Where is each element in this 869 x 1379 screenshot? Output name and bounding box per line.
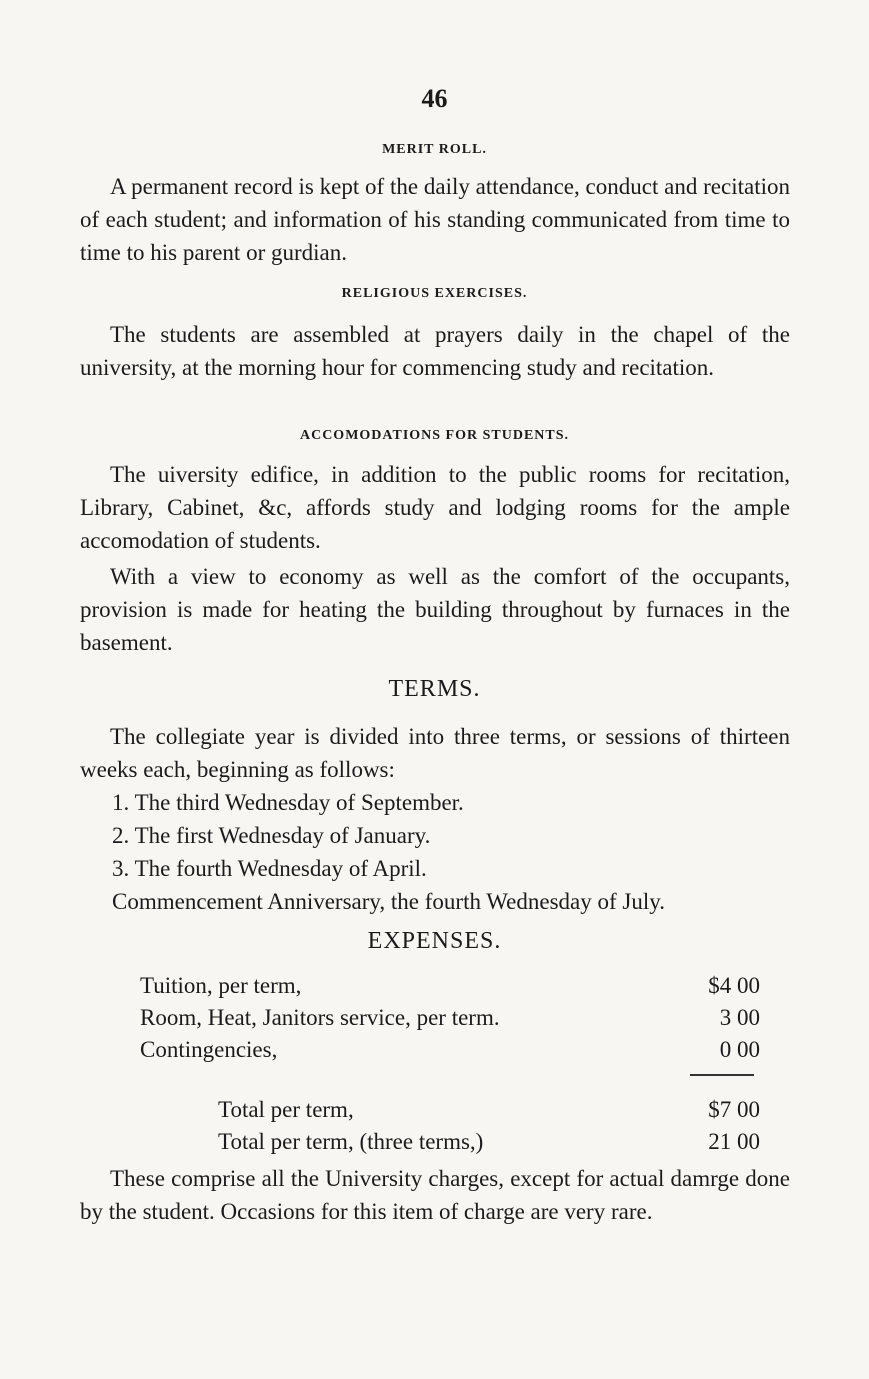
expenses-table xyxy=(140,970,760,1066)
total-amount: 21 00 xyxy=(708,1129,760,1154)
expense-amount: 3 00 xyxy=(719,1005,760,1030)
totals-table xyxy=(218,1094,760,1158)
list-item: Commencement Anniversary, the fourth Wednesday of July. xyxy=(112,889,665,914)
total-amount: $7 00 xyxy=(708,1097,760,1122)
accomodations-paragraph-2: With a view to economy as well as the comfort of the occupants, provision is made for heating the building throughout by furnaces in the basement. xyxy=(80,564,790,655)
terms-intro: The collegiate year is divided into three terms, or sessions of thirteen weeks each, beginning as follows: xyxy=(80,724,790,782)
list-item: 3. The fourth Wednesday of April. xyxy=(112,856,427,881)
terms-heading: TERMS. xyxy=(388,676,481,702)
expense-label: Contingencies, xyxy=(140,1037,278,1062)
religious-exercises-heading: RELIGIOUS EXERCISES. xyxy=(341,286,528,301)
religious-exercises-paragraph: The students are assembled at prayers daily in the chapel of the university, at the morning hour for commencing study and recitation. xyxy=(80,322,790,380)
expense-amount: $4 00 xyxy=(708,973,760,998)
accomodations-paragraph-1: The uiversity edifice, in addition to the public rooms for recitation, Library, Cabinet, &c, affords study and lodging rooms for the ample accomodation of students. xyxy=(80,462,790,553)
table-row xyxy=(218,1094,760,1126)
expenses-heading: EXPENSES. xyxy=(367,928,502,954)
expense-amount: 0 00 xyxy=(719,1037,760,1062)
table-row xyxy=(140,970,760,1002)
list-item: 1. The third Wednesday of September. xyxy=(112,790,464,815)
total-label: Total per term, xyxy=(218,1097,354,1122)
table-row xyxy=(140,1034,760,1066)
expenses-note: These comprise all the University charges, except for actual damrge done by the student. Occasions for this item of charge are very rare. xyxy=(80,1166,790,1224)
list-item: 2. The first Wednesday of January. xyxy=(112,823,431,848)
sum-divider xyxy=(690,1074,754,1076)
merit-roll-heading: MERIT ROLL. xyxy=(382,142,487,157)
accomodations-heading: ACCOMODATIONS FOR STUDENTS. xyxy=(299,428,570,443)
total-label: Total per term, (three terms,) xyxy=(218,1129,484,1154)
merit-roll-paragraph: A permanent record is kept of the daily attendance, conduct and recitation of each student; and information of his standing communicated from time to time to his parent or gurdian. xyxy=(80,174,790,265)
table-row xyxy=(218,1126,760,1158)
page-number: 46 xyxy=(421,84,448,113)
terms-list xyxy=(112,786,792,918)
table-row xyxy=(140,1002,760,1034)
expense-label: Room, Heat, Janitors service, per term. xyxy=(140,1005,500,1030)
expense-label: Tuition, per term, xyxy=(140,973,302,998)
